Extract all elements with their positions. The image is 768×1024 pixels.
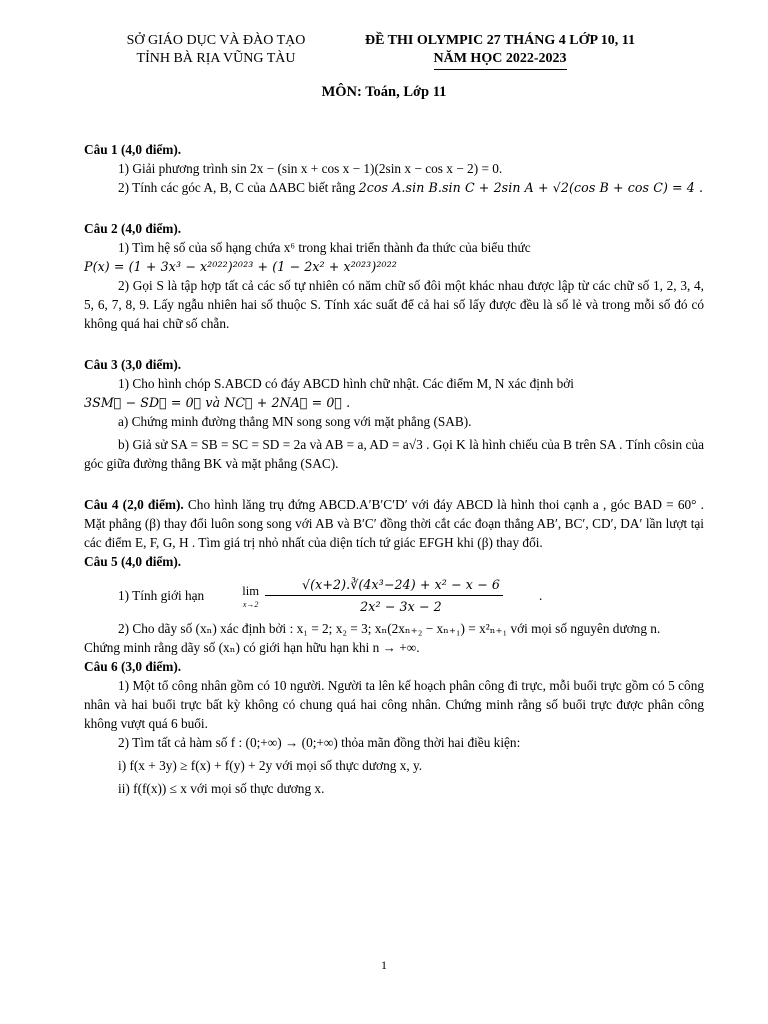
- question-4: [84, 495, 704, 552]
- question-6-title: Câu 6 (3,0 điểm).: [84, 659, 182, 674]
- question-1-part-2: [84, 178, 704, 197]
- question-1-part-2-equation: 2cos A.sin B.sin C + 2sin A + √2(cos B + cos C) = 4 .: [358, 180, 704, 195]
- limit-period: .: [538, 587, 543, 603]
- question-3-part-1: 1) Cho hình chóp S.ABCD có đáy ABCD hình chữ nhật. Các điểm M, N xác định bởi: [118, 376, 574, 391]
- question-5-part-1: [84, 571, 704, 619]
- school-year: NĂM HỌC 2022-2023: [434, 50, 567, 70]
- question-5-part-2: 2) Cho dãy số (xₙ) xác định bởi : x₁ = 2; x₂ = 3; xₙ(2xₙ₊₂ − xₙ₊₁) = x²ₙ₊₁ với mọi số nguyên dương n.: [118, 621, 661, 636]
- question-3-part-b: b) Giả sử SA = SB = SC = SD = 2a và AB = a, AD = a√3 . Gọi K là hình chiếu của B trên SA . Tính côsin của góc giữa đường thẳng BK và mặt phẳng (SAC).: [84, 437, 704, 471]
- limit-word: lim: [242, 583, 259, 598]
- question-6-condition-ii: ii) f(f(x)) ≤ x với mọi số thực dương x.: [118, 781, 325, 796]
- question-2-title: Câu 2 (4,0 điểm).: [84, 221, 182, 236]
- question-4-title: Câu 4 (2,0 điểm).: [84, 497, 184, 512]
- limit-numerator: √(x+2).∛(4x³−24) + x² − x − 6: [265, 575, 503, 596]
- question-4-text: Cho hình lăng trụ đứng ABCD.A′B′C′D′ với đáy ABCD là hình thoi cạnh a , góc BAD = 60° . Mặt phẳng (β) thay đổi luôn song song với AB và B′C′ đồng thời cắt các đoạn thẳng AB′, BC′, CD′, DA′ lần lượt tại các điểm E, F, G, H . Tìm giá trị nhỏ nhất của diện tích tứ giác EFGH khi (β) thay đổi.: [84, 497, 704, 550]
- question-6-part-1: 1) Một tổ công nhân gồm có 10 người. Người ta lên kế hoạch phân công đi trực, mỗi buổi trực gồm có 5 công nhân và hai buổi trực bất kỳ không có chung quá hai công nhân. Chứng minh rằng số buổi trực được phân công không vượt quá 6 buổi.: [84, 678, 704, 731]
- limit-subscript: x→2: [242, 599, 259, 609]
- limit-fraction: [265, 575, 503, 616]
- question-2-expression: P(x) = (1 + 3x³ − x²⁰²²)²⁰²³ + (1 − 2x² + x²⁰²³)²⁰²²: [84, 259, 397, 274]
- subject-line: MÔN: Toán, Lớp 11: [321, 84, 447, 100]
- question-3-part-a: a) Chứng minh đường thẳng MN song song với mặt phẳng (SAB).: [118, 414, 472, 429]
- province-name: TỈNH BÀ RỊA VŨNG TÀU: [136, 51, 296, 66]
- page-number: 1: [381, 958, 387, 972]
- question-5-title: Câu 5 (4,0 điểm).: [84, 554, 182, 569]
- question-1-part-1: 1) Giải phương trình sin 2x − (sin x + cos x − 1)(2sin x − cos x − 2) = 0.: [118, 161, 503, 176]
- department-name: SỞ GIÁO DỤC VÀ ĐÀO TẠO: [126, 33, 306, 48]
- question-2-part-1: 1) Tìm hệ số của số hạng chứa x⁶ trong khai triển thành đa thức của biểu thức: [118, 240, 531, 255]
- question-6-condition-i: i) f(x + 3y) ≥ f(x) + f(y) + 2y với mọi số thực dương x, y.: [118, 758, 423, 773]
- limit-operator: [208, 582, 259, 609]
- question-5-part-1-text: 1) Tính giới hạn: [118, 587, 205, 603]
- question-1-part-2-text: 2) Tính các góc A, B, C của ΔABC biết rằng: [118, 180, 356, 195]
- question-2-part-2: 2) Gọi S là tập hợp tất cả các số tự nhiên có năm chữ số đôi một khác nhau được lập từ các chữ số 1, 2, 3, 4, 5, 6, 7, 8, 9. Lấy ngẫu nhiên hai số thuộc S. Tính xác suất để cả hai số lấy được đều là số lẻ và trong mỗi số đó có không quá hai chữ số chẵn.: [84, 278, 704, 331]
- question-3-vector-condition: 3SM⃗ − SD⃗ = 0⃗ và NC⃗ + 2NA⃗ = 0⃗ .: [84, 395, 351, 410]
- header-left: [96, 32, 336, 68]
- exam-title: ĐỀ THI OLYMPIC 27 THÁNG 4 LỚP 10, 11: [364, 33, 636, 48]
- exam-content: [84, 140, 704, 798]
- question-3-title: Câu 3 (3,0 điểm).: [84, 357, 182, 372]
- limit-denominator: 2x² − 3x − 2: [360, 598, 442, 614]
- header-right: [350, 32, 650, 70]
- question-5-part-2-continued: Chứng minh rằng dãy số (xₙ) có giới hạn hữu hạn khi n → +∞.: [84, 640, 420, 655]
- question-1-title: Câu 1 (4,0 điểm).: [84, 142, 182, 157]
- question-6-part-2: 2) Tìm tất cả hàm số f : (0;+∞) → (0;+∞) thỏa mãn đồng thời hai điều kiện:: [118, 735, 521, 750]
